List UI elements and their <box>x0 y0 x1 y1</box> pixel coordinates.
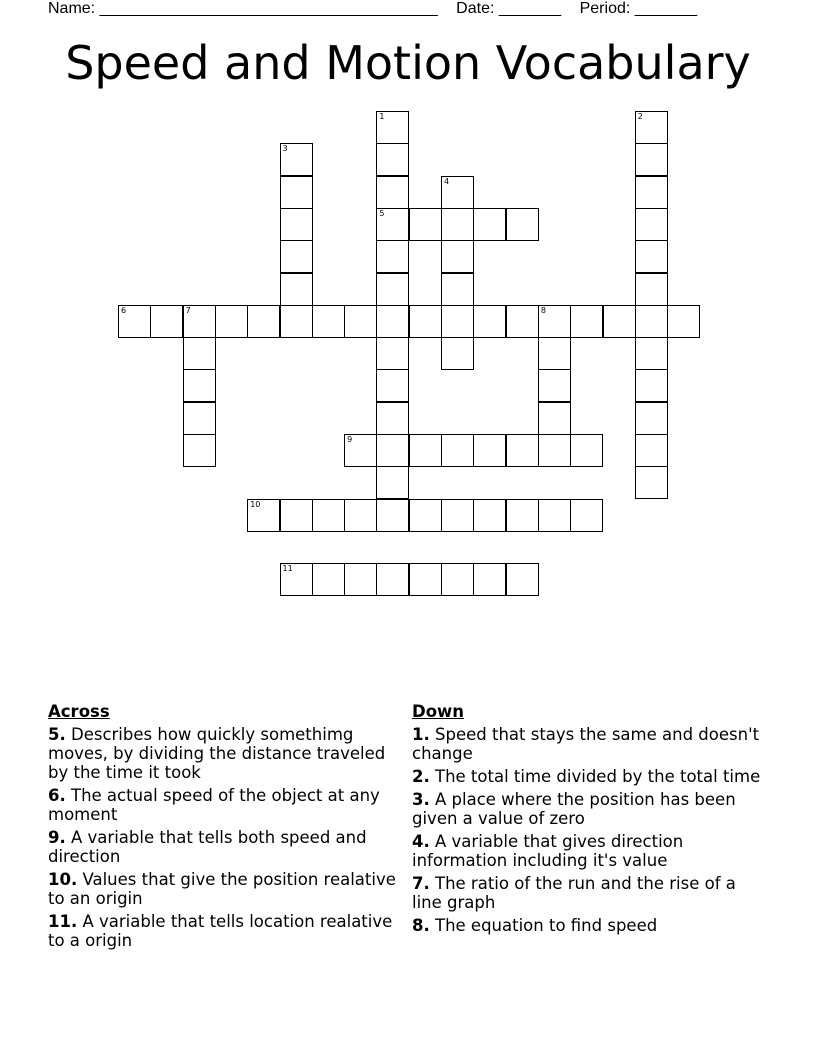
crossword-cell[interactable] <box>635 466 668 499</box>
crossword-cell[interactable] <box>506 305 539 338</box>
crossword-cell[interactable] <box>280 240 313 273</box>
crossword-cell[interactable] <box>635 111 668 144</box>
crossword-cell[interactable] <box>635 434 668 467</box>
crossword-cell[interactable] <box>473 208 506 241</box>
clue-number: 5 <box>379 208 385 218</box>
crossword-cell[interactable] <box>473 563 506 596</box>
crossword-cell[interactable] <box>312 305 345 338</box>
clue-number: 11 <box>282 564 293 574</box>
down-heading: Down <box>412 702 465 721</box>
clue-number: 2 <box>637 112 643 121</box>
crossword-cell[interactable] <box>376 337 409 370</box>
crossword-cell[interactable] <box>376 273 409 306</box>
clue-number: 8 <box>540 305 546 315</box>
crossword-cell[interactable] <box>635 369 668 402</box>
crossword-cell[interactable] <box>183 369 216 402</box>
crossword-cell[interactable] <box>376 143 409 176</box>
crossword-cell[interactable] <box>570 434 603 467</box>
crossword-cell[interactable] <box>280 176 313 209</box>
clue-number: 10 <box>250 499 261 509</box>
crossword-cell[interactable] <box>344 499 377 532</box>
crossword-cell[interactable] <box>441 499 474 532</box>
crossword-cell[interactable] <box>538 369 571 402</box>
crossword-cell[interactable] <box>344 305 377 338</box>
crossword-cell[interactable] <box>635 273 668 306</box>
crossword-cell[interactable] <box>376 240 409 273</box>
crossword-cell[interactable] <box>506 499 539 532</box>
clue-number: 6 <box>121 305 127 315</box>
crossword-cell[interactable] <box>280 208 313 241</box>
crossword-cell[interactable] <box>344 434 377 467</box>
crossword-cell[interactable] <box>635 208 668 241</box>
crossword-cell[interactable] <box>603 305 636 338</box>
crossword-cell[interactable] <box>280 563 313 596</box>
down-clues <box>412 702 762 939</box>
crossword-cell[interactable] <box>635 337 668 370</box>
crossword-cell[interactable] <box>150 305 183 338</box>
crossword-cell[interactable] <box>538 402 571 435</box>
clue-item: 3. A place where the position has been given a value of zero <box>412 790 736 828</box>
crossword-cell[interactable] <box>409 208 442 241</box>
crossword-cell[interactable] <box>667 305 700 338</box>
clue-item: 1. Speed that stays the same and doesn't change <box>412 725 760 763</box>
crossword-cell[interactable] <box>473 434 506 467</box>
period-field[interactable]: Period: _______ <box>579 0 698 17</box>
crossword-cell[interactable] <box>376 369 409 402</box>
crossword-cell[interactable] <box>473 499 506 532</box>
crossword-cell[interactable] <box>506 208 539 241</box>
clue-item: 10. Values that give the position realative to an origin <box>48 870 396 908</box>
crossword-cell[interactable] <box>312 563 345 596</box>
across-heading: Across <box>48 702 110 721</box>
crossword-cell[interactable] <box>441 273 474 306</box>
crossword-cell[interactable] <box>312 499 345 532</box>
crossword-cell[interactable] <box>409 434 442 467</box>
crossword-cell[interactable] <box>538 337 571 370</box>
crossword-cell[interactable] <box>280 143 313 176</box>
crossword-cell[interactable] <box>376 305 409 338</box>
crossword-cell[interactable] <box>376 208 409 241</box>
crossword-cell[interactable] <box>247 305 280 338</box>
crossword-cell[interactable] <box>183 402 216 435</box>
crossword-cell[interactable] <box>506 563 539 596</box>
crossword-cell[interactable] <box>538 305 571 338</box>
clue-item: 4. A variable that gives direction information including it's value <box>412 832 684 870</box>
crossword-cell[interactable] <box>376 466 409 499</box>
clue-item: 11. A variable that tells location realative to a origin <box>48 912 393 950</box>
crossword-cell[interactable] <box>280 499 313 532</box>
crossword-cell[interactable] <box>441 337 474 370</box>
crossword-cell[interactable] <box>635 143 668 176</box>
crossword-cell[interactable] <box>215 305 248 338</box>
crossword-cell[interactable] <box>409 499 442 532</box>
clue-number: 1 <box>379 112 385 121</box>
clue-item: 2. The total time divided by the total time <box>412 767 761 786</box>
crossword-cell[interactable] <box>280 305 313 338</box>
clue-number: 7 <box>185 305 191 315</box>
clue-item: 7. The ratio of the run and the rise of a line graph <box>412 874 736 912</box>
crossword-cell[interactable] <box>118 305 151 338</box>
crossword-cell[interactable] <box>441 176 474 209</box>
clue-item: 8. The equation to find speed <box>412 916 658 935</box>
crossword-cell[interactable] <box>409 563 442 596</box>
crossword-cell[interactable] <box>344 563 377 596</box>
crossword-cell[interactable] <box>506 434 539 467</box>
crossword-cell[interactable] <box>280 273 313 306</box>
crossword-cell[interactable] <box>183 305 216 338</box>
crossword-cell[interactable] <box>441 240 474 273</box>
crossword-cell[interactable] <box>473 305 506 338</box>
crossword-cell[interactable] <box>441 305 474 338</box>
name-field[interactable]: Name: ______________________________________ <box>48 0 438 17</box>
crossword-cell[interactable] <box>376 111 409 144</box>
crossword-cell[interactable] <box>538 499 571 532</box>
crossword-cell[interactable] <box>376 176 409 209</box>
crossword-cell[interactable] <box>247 499 280 532</box>
clue-number: 4 <box>444 176 450 186</box>
page-title: Speed and Motion Vocabulary <box>65 36 751 90</box>
crossword-cell[interactable] <box>441 563 474 596</box>
crossword-cell[interactable] <box>538 434 571 467</box>
crossword-cell[interactable] <box>570 499 603 532</box>
crossword-cell[interactable] <box>635 402 668 435</box>
across-clues <box>48 702 408 954</box>
crossword-cell[interactable] <box>441 434 474 467</box>
clue-item: 5. Describes how quickly somethimg moves, by dividing the distance traveled by the time it took <box>48 725 386 782</box>
crossword-cell[interactable] <box>376 499 409 532</box>
crossword-cell[interactable] <box>570 305 603 338</box>
crossword-cell[interactable] <box>376 563 409 596</box>
crossword-cell[interactable] <box>635 240 668 273</box>
clue-number: 9 <box>347 435 353 444</box>
clue-number: 3 <box>282 144 288 154</box>
clue-item: 9. A variable that tells both speed and direction <box>48 828 367 866</box>
crossword-cell[interactable] <box>376 402 409 435</box>
crossword-cell[interactable] <box>183 337 216 370</box>
crossword-cell[interactable] <box>376 434 409 467</box>
crossword-cell[interactable] <box>441 208 474 241</box>
date-field[interactable]: Date: _______ <box>456 0 562 17</box>
clue-item: 6. The actual speed of the object at any moment <box>48 786 380 824</box>
crossword-cell[interactable] <box>635 176 668 209</box>
crossword-cell[interactable] <box>409 305 442 338</box>
crossword-cell[interactable] <box>635 305 668 338</box>
crossword-cell[interactable] <box>183 434 216 467</box>
